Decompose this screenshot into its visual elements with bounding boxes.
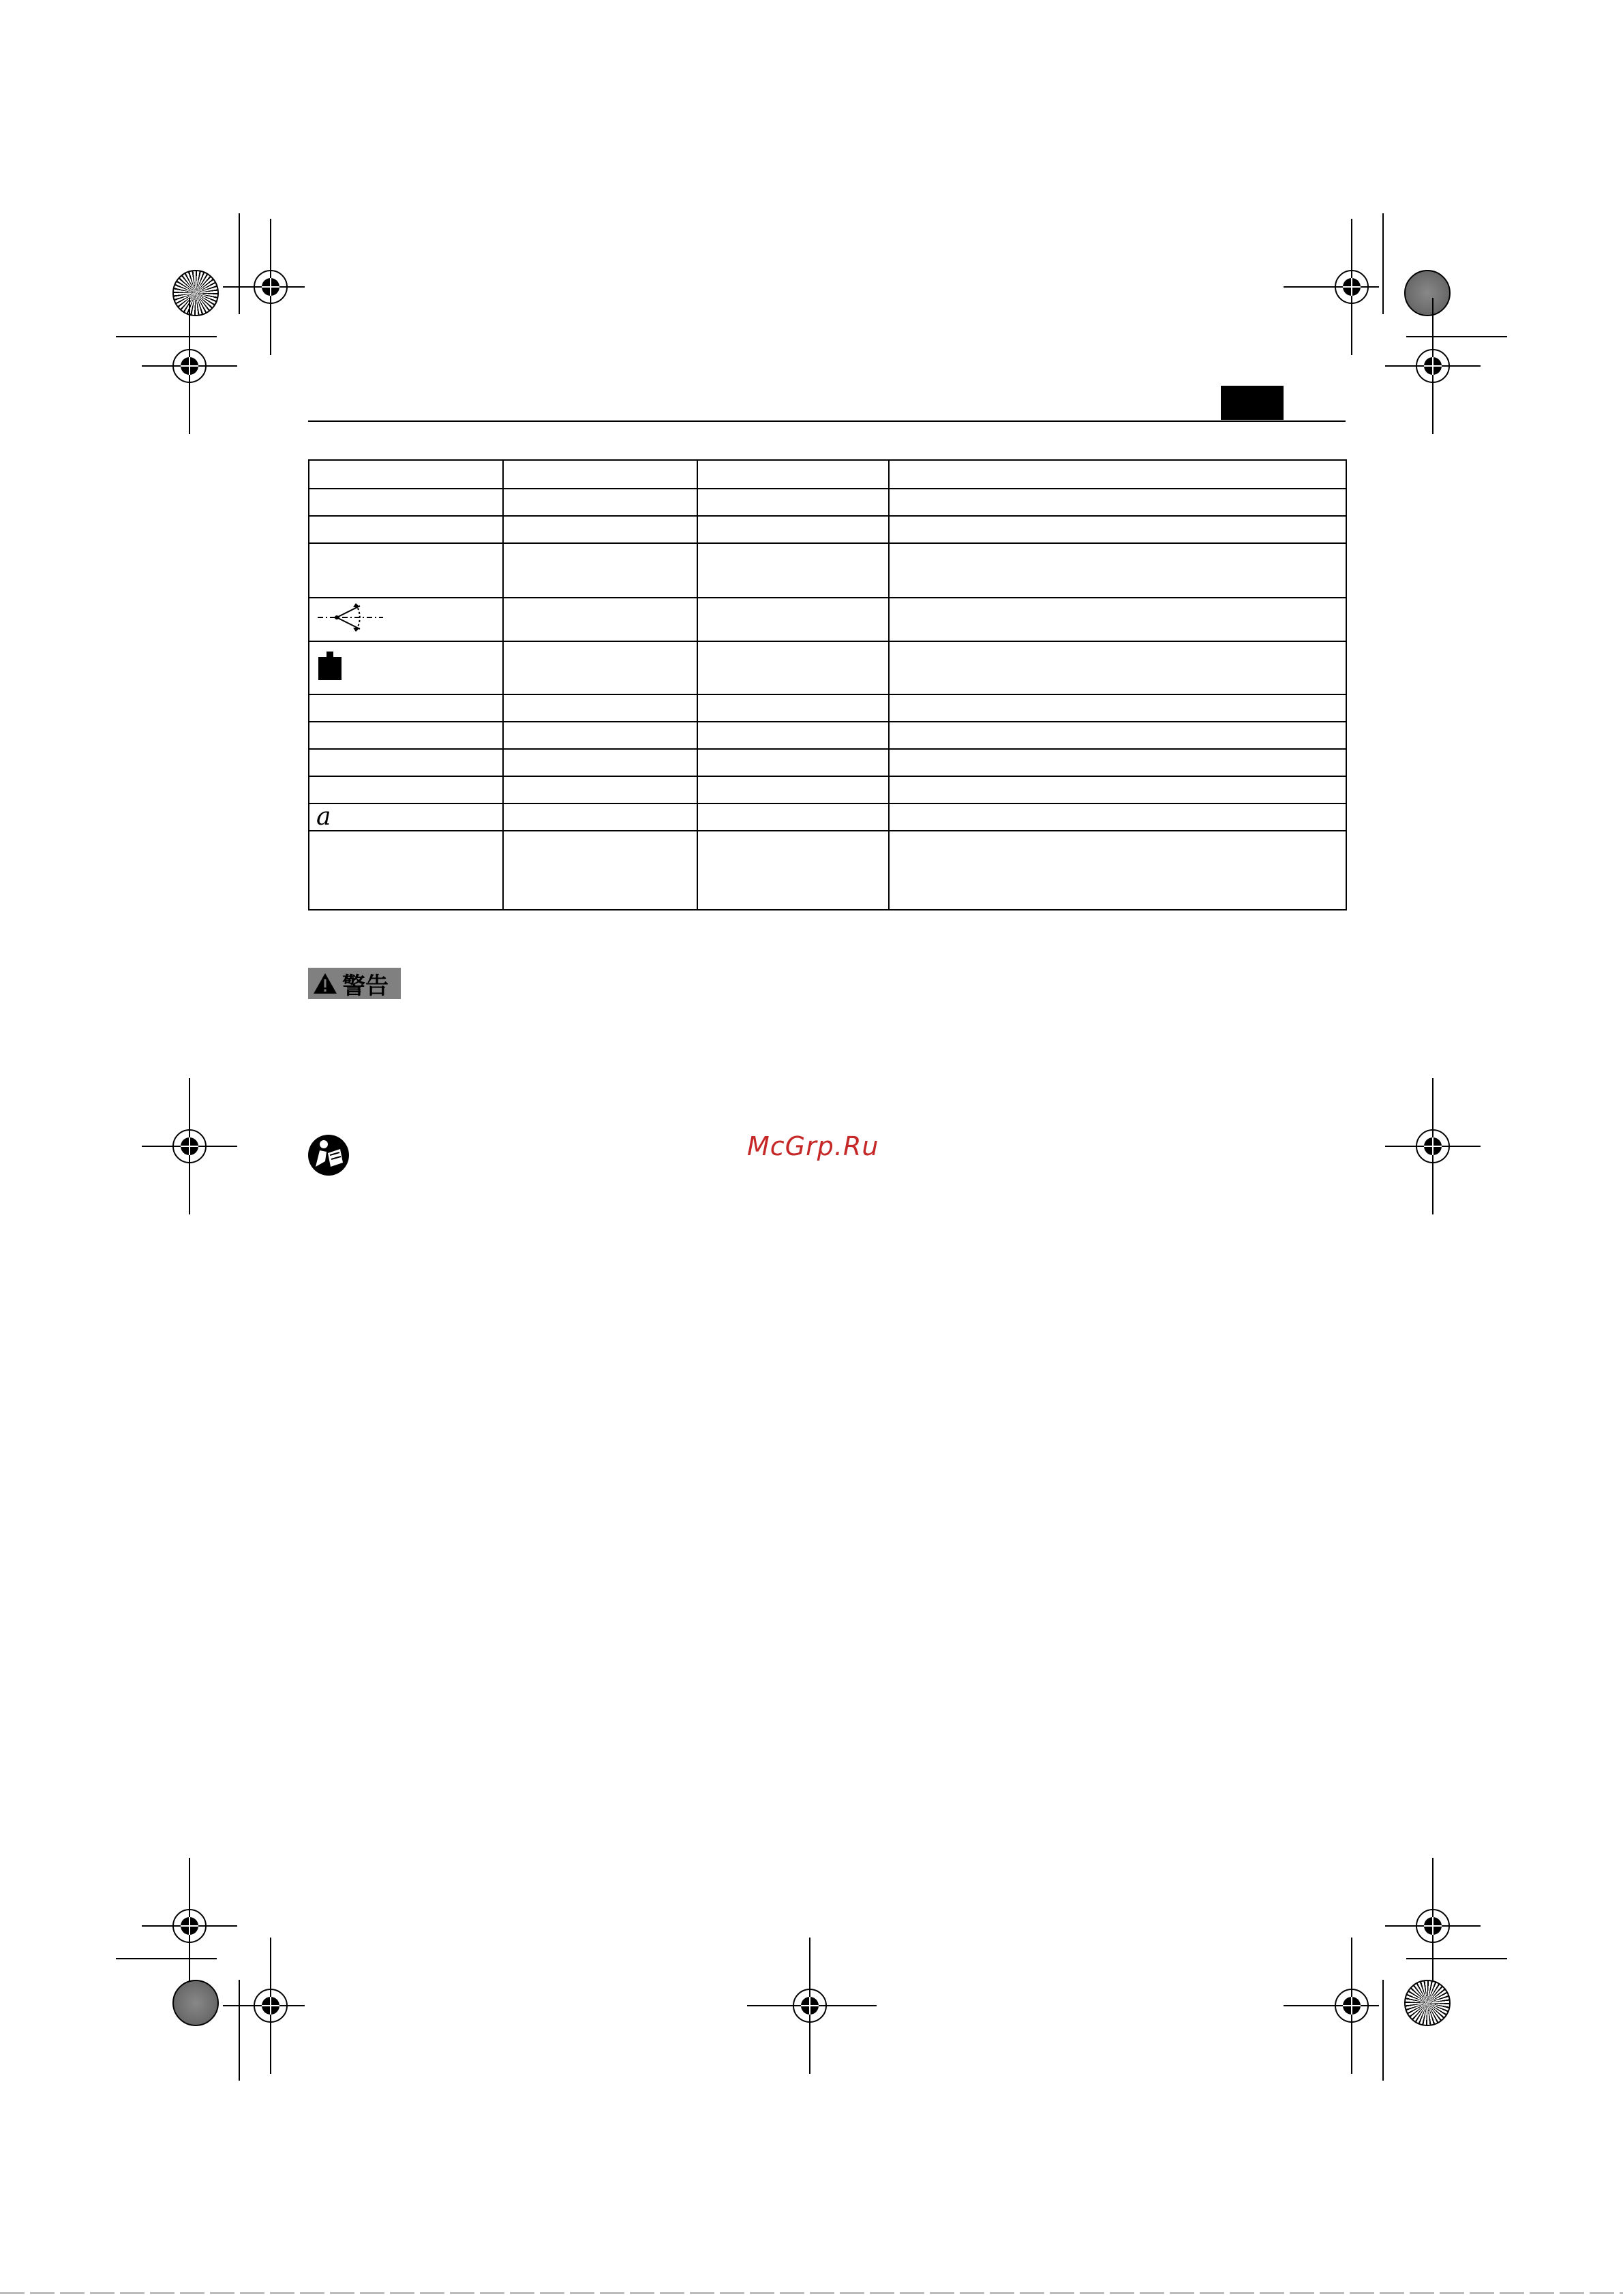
crosshair-bottom-left-2-icon (202, 1938, 339, 2074)
watermark: McGrp.Ru (747, 1131, 879, 1161)
trim-line-tr-vertical (1382, 213, 1384, 314)
table-cell (503, 489, 697, 516)
table-cell (697, 722, 889, 749)
table-cell (697, 776, 889, 803)
table-cell (503, 543, 697, 598)
table-cell (697, 516, 889, 543)
table-row (309, 803, 1346, 831)
table-cell (503, 641, 697, 694)
table-cell (697, 831, 889, 910)
table-row (309, 641, 1346, 694)
table-cell (309, 776, 503, 803)
table-cell (697, 749, 889, 776)
table-cell (503, 776, 697, 803)
table-row (309, 543, 1346, 598)
table-row (309, 460, 1346, 489)
trim-line-tl-horizontal (116, 336, 217, 337)
table-row (309, 722, 1346, 749)
table-cell (889, 641, 1346, 694)
trim-line-tl-vertical (239, 213, 240, 314)
warning-badge (308, 968, 401, 999)
table-row (309, 694, 1346, 722)
table-row (309, 776, 1346, 803)
table-cell (889, 489, 1346, 516)
table-cell (889, 598, 1346, 641)
read-manual-icon (307, 1134, 350, 1176)
vibration-symbol: a (316, 803, 331, 831)
trim-line-tr-horizontal (1406, 336, 1507, 337)
specification-table (308, 459, 1347, 910)
crosshair-middle-right-icon (1365, 1078, 1501, 1214)
trim-line-bl-horizontal (116, 1958, 217, 1959)
table-cell (889, 460, 1346, 489)
table-cell (697, 803, 889, 831)
bevel-angle-icon (316, 600, 384, 634)
crosshair-middle-left-icon (121, 1078, 258, 1214)
table-cell (309, 543, 503, 598)
table-row (309, 749, 1346, 776)
warning-label: 警告 (342, 972, 389, 1000)
table-cell (503, 694, 697, 722)
table-cell (889, 516, 1346, 543)
table-cell (503, 516, 697, 543)
table-row (309, 516, 1346, 543)
table-cell (309, 460, 503, 489)
table-cell (889, 694, 1346, 722)
trim-line-bl-vertical (239, 1980, 240, 2081)
table-cell (503, 598, 697, 641)
table-cell (697, 543, 889, 598)
language-tab (1221, 386, 1284, 420)
table-cell (503, 803, 697, 831)
crosshair-top-left-2-icon (121, 298, 258, 434)
table-cell (309, 722, 503, 749)
bottom-edge-dash (0, 2292, 1623, 2294)
table-cell-symbol (309, 598, 503, 641)
header-rule (308, 420, 1346, 422)
table-cell (697, 694, 889, 722)
warning-triangle-icon (312, 972, 338, 995)
table-cell (697, 460, 889, 489)
table-cell (697, 598, 889, 641)
table-cell (309, 489, 503, 516)
table-cell (889, 776, 1346, 803)
table-cell (309, 831, 503, 910)
table-cell (503, 460, 697, 489)
bottom-right-registration-wheel-icon (1404, 1980, 1451, 2026)
table-cell (309, 694, 503, 722)
weight-icon (316, 650, 344, 682)
table-cell (889, 831, 1346, 910)
trim-line-br-horizontal (1406, 1958, 1507, 1959)
table-cell-symbol (309, 641, 503, 694)
table-cell (503, 722, 697, 749)
bottom-left-registration-wheel-icon (172, 1980, 219, 2026)
table-cell (503, 749, 697, 776)
table-cell (889, 543, 1346, 598)
table-cell (309, 516, 503, 543)
trim-line-br-vertical (1382, 1980, 1384, 2081)
table-row (309, 831, 1346, 910)
table-cell (309, 749, 503, 776)
table-cell (697, 641, 889, 694)
crosshair-bottom-center-icon (742, 1938, 878, 2074)
table-cell (503, 831, 697, 910)
table-row (309, 598, 1346, 641)
table-cell (889, 803, 1346, 831)
table-cell-symbol (309, 803, 503, 831)
table-cell (697, 489, 889, 516)
table-cell (889, 722, 1346, 749)
table-cell (889, 749, 1346, 776)
table-row (309, 489, 1346, 516)
crosshair-top-right-2-icon (1365, 298, 1501, 434)
crosshair-bottom-right-2-icon (1284, 1938, 1420, 2074)
